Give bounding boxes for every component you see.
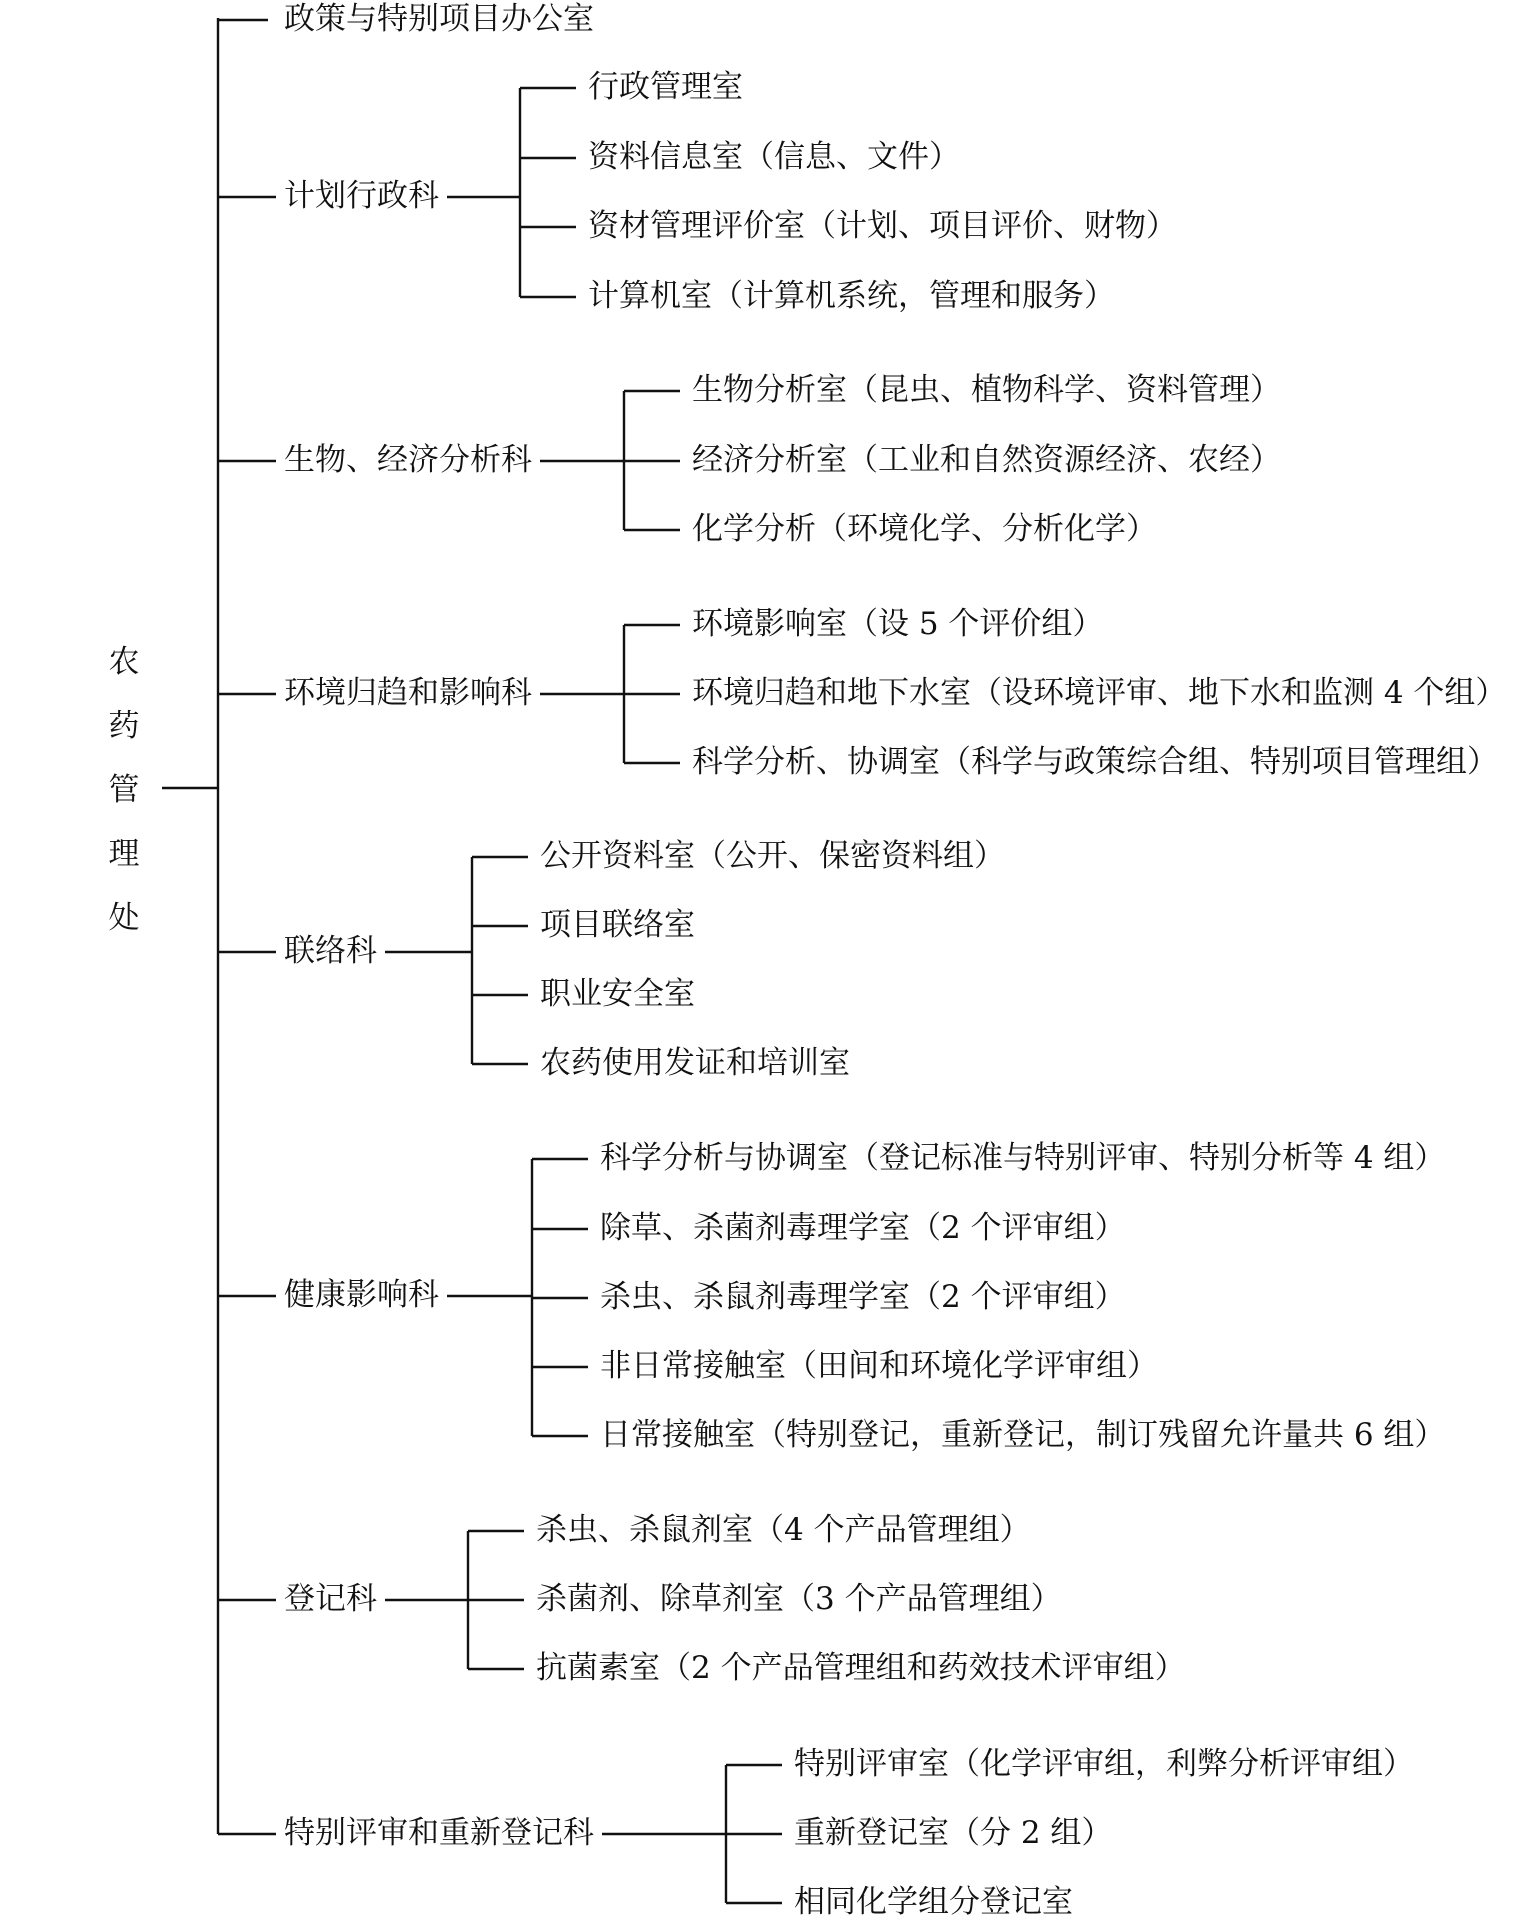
root-char: 管 (108, 772, 140, 808)
dept-label-8: 特别评审和重新登记科 (284, 1815, 594, 1851)
unit-label-8-3: 相同化学组分登记室 (794, 1884, 1073, 1920)
dept-label-5: 联络科 (284, 933, 377, 969)
dept-label-1: 政策与特别项目办公室 (284, 1, 594, 37)
root-char: 处 (108, 900, 140, 936)
unit-label-6-1: 科学分析与协调室（登记标准与特别评审、特别分析等 4 组） (600, 1140, 1446, 1176)
unit-label-7-1: 杀虫、杀鼠剂室（4 个产品管理组） (536, 1512, 1031, 1548)
unit-label-5-2: 项目联络室 (540, 907, 695, 943)
unit-label-6-5: 日常接触室（特别登记，重新登记，制订残留允许量共 6 组） (600, 1417, 1446, 1453)
unit-label-6-2: 除草、杀菌剂毒理学室（2 个评审组） (600, 1210, 1126, 1246)
unit-label-8-2: 重新登记室（分 2 组） (794, 1815, 1113, 1851)
unit-label-2-4: 计算机室（计算机系统，管理和服务） (588, 278, 1115, 314)
dept-label-3: 生物、经济分析科 (284, 442, 532, 478)
root-label (104, 630, 144, 950)
unit-label-6-4: 非日常接触室（田间和环境化学评审组） (600, 1348, 1158, 1384)
unit-label-3-2: 经济分析室（工业和自然资源经济、农经） (692, 442, 1281, 478)
unit-label-6-3: 杀虫、杀鼠剂毒理学室（2 个评审组） (600, 1279, 1126, 1315)
unit-label-7-3: 抗菌素室（2 个产品管理组和药效技术评审组） (536, 1650, 1186, 1686)
unit-label-2-1: 行政管理室 (588, 69, 743, 105)
unit-label-5-3: 职业安全室 (540, 976, 695, 1012)
unit-label-8-1: 特别评审室（化学评审组，利弊分析评审组） (794, 1746, 1414, 1782)
dept-label-7: 登记科 (284, 1581, 377, 1617)
dept-label-6: 健康影响科 (284, 1277, 439, 1313)
unit-label-4-1: 环境影响室（设 5 个评价组） (692, 606, 1104, 642)
unit-label-3-1: 生物分析室（昆虫、植物科学、资料管理） (692, 372, 1281, 408)
unit-label-5-4: 农药使用发证和培训室 (540, 1045, 850, 1081)
dept-label-4: 环境归趋和影响科 (284, 675, 532, 711)
unit-label-4-3: 科学分析、协调室（科学与政策综合组、特别项目管理组） (692, 744, 1498, 780)
root-char: 理 (108, 836, 140, 872)
unit-label-7-2: 杀菌剂、除草剂室（3 个产品管理组） (536, 1581, 1062, 1617)
unit-label-4-2: 环境归趋和地下水室（设环境评审、地下水和监测 4 个组） (692, 675, 1507, 711)
unit-label-5-1: 公开资料室（公开、保密资料组） (540, 838, 1005, 874)
root-char: 农 (108, 644, 140, 680)
unit-label-2-3: 资材管理评价室（计划、项目评价、财物） (588, 208, 1177, 244)
unit-label-2-2: 资料信息室（信息、文件） (588, 139, 960, 175)
dept-label-2: 计划行政科 (284, 178, 439, 214)
root-char: 药 (108, 708, 140, 744)
unit-label-3-3: 化学分析（环境化学、分析化学） (692, 511, 1157, 547)
